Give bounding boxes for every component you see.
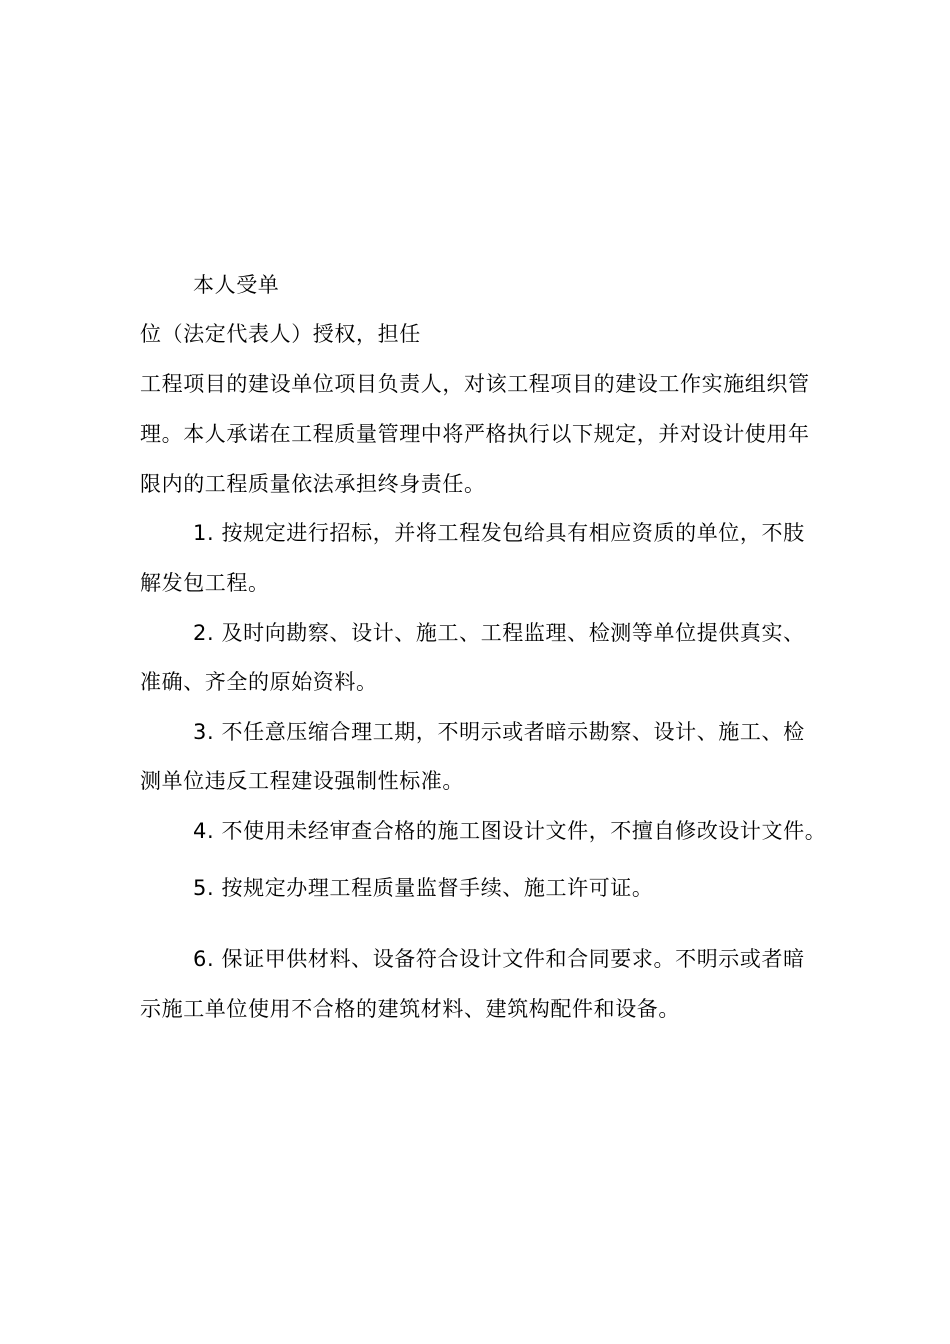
item-3-line-2: 测单位违反工程建设强制性标准。	[140, 769, 464, 793]
item-3-line-1: 3. 不任意压缩合理工期，不明示或者暗示勘察、设计、施工、检	[193, 720, 805, 744]
item-6-line-1: 6. 保证甲供材料、设备符合设计文件和合同要求。不明示或者暗	[193, 947, 805, 971]
item-6-line-2: 示施工单位使用不合格的建筑材料、建筑构配件和设备。	[140, 997, 680, 1021]
intro-line-4: 理。本人承诺在工程质量管理中将严格执行以下规定，并对设计使用年	[140, 422, 810, 446]
item-4-line: 4. 不使用未经审查合格的施工图设计文件，不擅自修改设计文件。	[193, 819, 827, 843]
intro-line-2: 位（法定代表人）授权，担任	[140, 322, 421, 346]
item-1-line-2: 解发包工程。	[140, 571, 270, 595]
intro-line-1: 本人受单	[193, 273, 280, 297]
item-5-line: 5. 按规定办理工程质量监督手续、施工许可证。	[193, 876, 654, 900]
item-2-line-1: 2. 及时向勘察、设计、施工、工程监理、检测等单位提供真实、	[193, 621, 805, 645]
intro-line-3: 工程项目的建设单位项目负责人，对该工程项目的建设工作实施组织管	[140, 372, 810, 396]
item-2-line-2: 准确、齐全的原始资料。	[140, 670, 378, 694]
intro-line-5: 限内的工程质量依法承担终身责任。	[140, 472, 486, 496]
item-1-line-1: 1. 按规定进行招标，并将工程发包给具有相应资质的单位，不肢	[193, 521, 805, 545]
